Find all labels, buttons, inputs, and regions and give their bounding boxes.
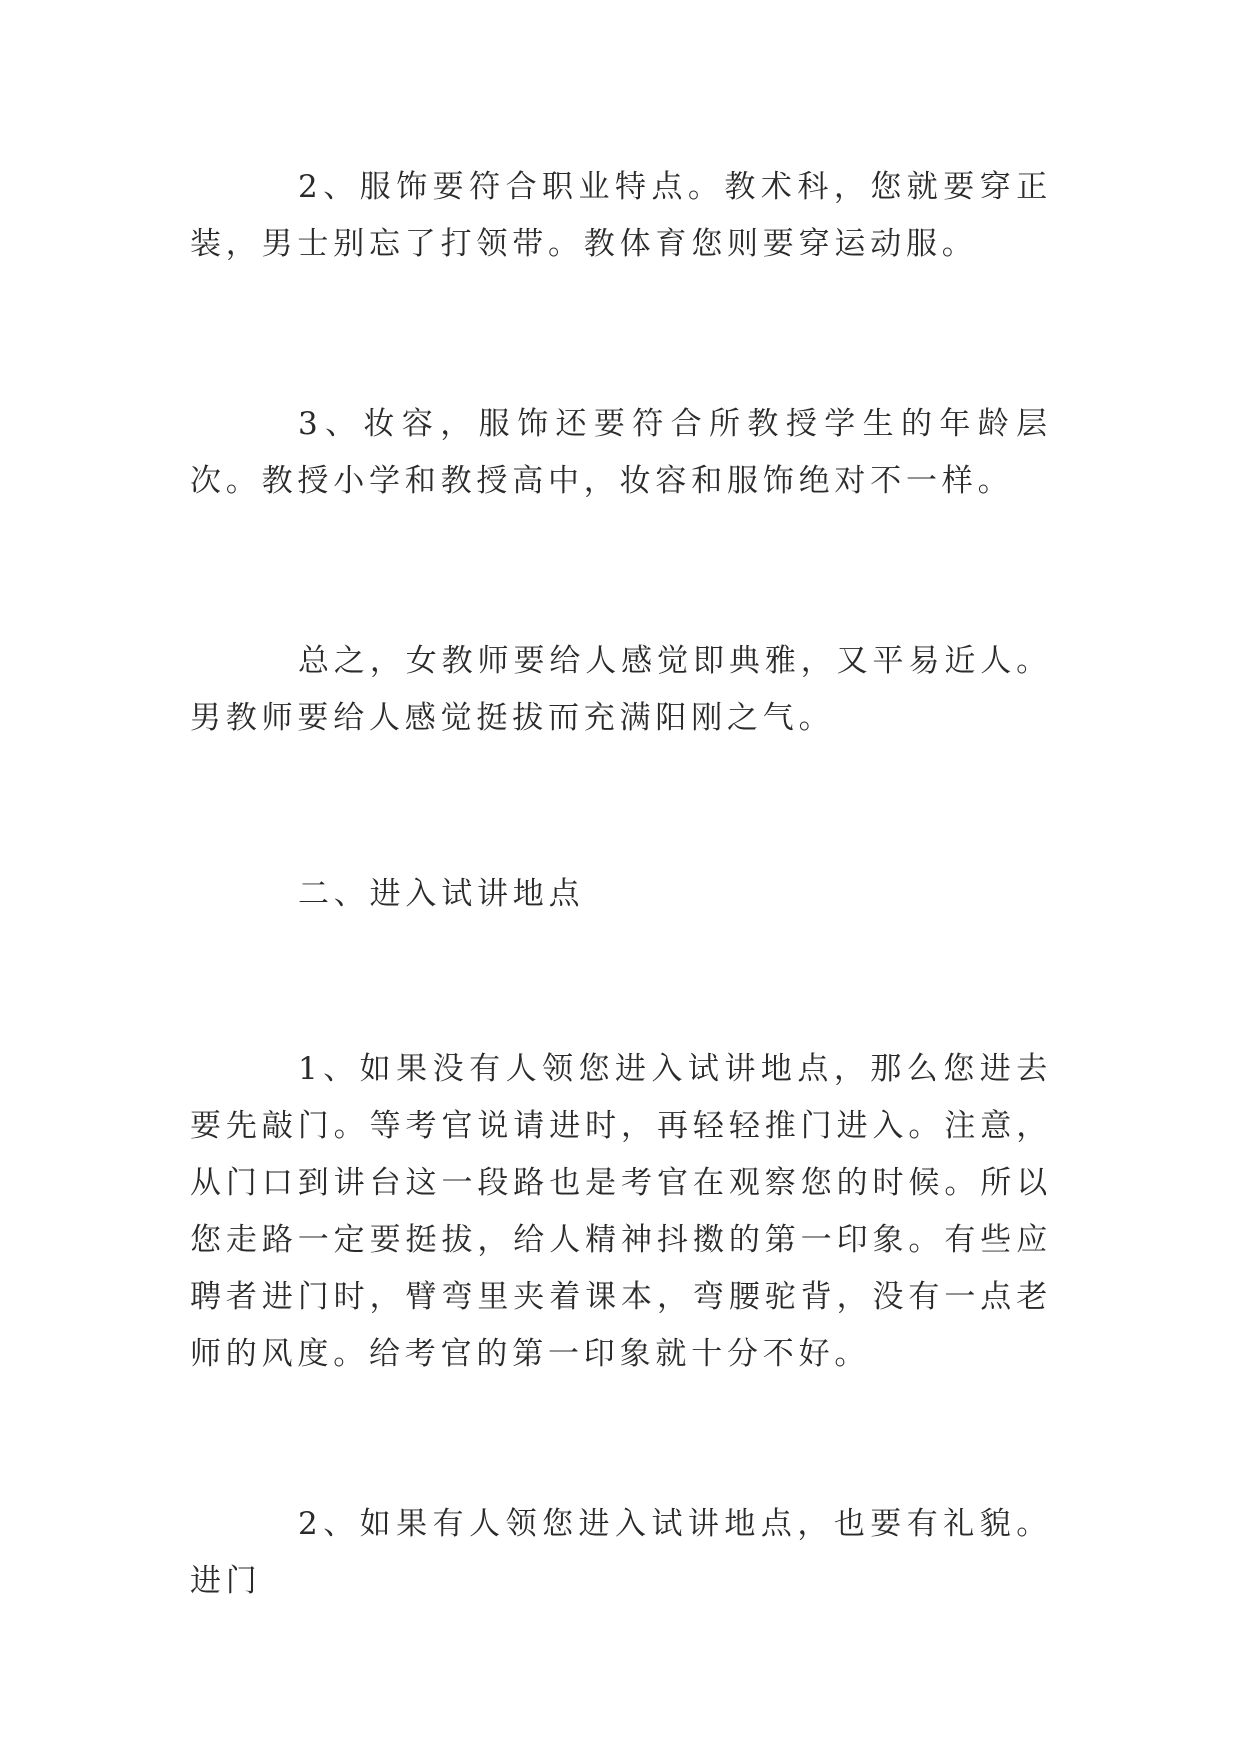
- section-heading: 二、进入试讲地点: [298, 876, 585, 912]
- paragraph-enter-alone: 1、如果没有人领您进入试讲地点，那么您进去要先敲门。等考官说请进时，再轻轻推门进入。注意，从门口到讲台这一段路也是考官在观察您的时候。所以您走路一定要挺拔，给人精神抖擞的第一印象。有些应聘者进门时，臂弯里夹着课本，弯腰驼背，没有一点老师的风度。给考官的第一印象就十分不好。: [190, 1051, 1052, 1372]
- paragraph-attire-age: 3、妆容，服饰还要符合所教授学生的年龄层次。教授小学和教授高中，妆容和服饰绝对不一样。: [190, 406, 1052, 499]
- paragraph-enter-guided: 2、如果有人领您进入试讲地点，也要有礼貌。进门: [190, 1506, 1052, 1599]
- paragraph-attire-profession: 2、服饰要符合职业特点。教术科，您就要穿正装，男士别忘了打领带。教体育您则要穿运动服。: [190, 169, 1052, 262]
- paragraph-summary: 总之，女教师要给人感觉即典雅，又平易近人。男教师要给人感觉挺拔而充满阳刚之气。: [190, 643, 1052, 736]
